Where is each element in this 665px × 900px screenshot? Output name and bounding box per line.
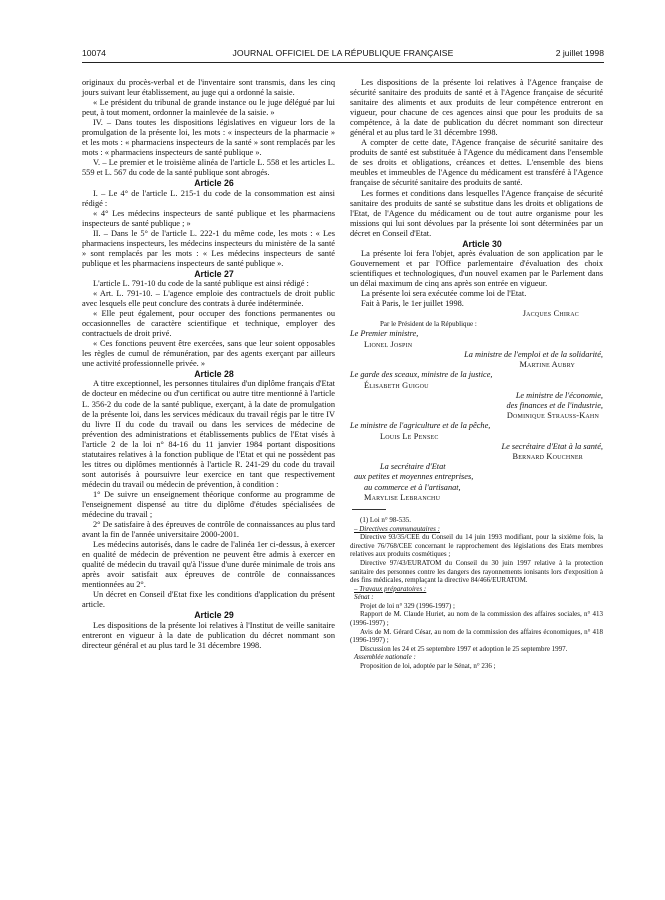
- paragraph: Fait à Paris, le 1er juillet 1998.: [361, 299, 464, 309]
- footnotes: [350, 509, 603, 671]
- paragraph: Les médecins autorisés, dans le cadre de l'alinéa 1er ci-dessus, à exercer en qualité de médecin de prévention ne peuvent être admis à exercer en qualité de médecin du travail qu'à l'issue d'une durée minimale de trois ans après avoir satisfait aux épreuves de contrôle de connaissances mentionnées au 2°.: [82, 540, 335, 590]
- paragraph: « Art. L. 791-10. – L'agence emploie des contractuels de droit public avec lesquels elle peut conclure des contrats à durée indéterminée.: [82, 288, 335, 309]
- left-column: [82, 78, 335, 651]
- signatory-title: Le secrétaire d'Etat à la santé,: [501, 441, 603, 451]
- header-rule: [82, 62, 604, 63]
- signatory-title: Le ministre de l'agriculture et de la pêche,: [350, 421, 491, 431]
- signatory-name: Bernard Kouchner: [512, 451, 583, 461]
- paragraph: 1° De suivre un enseignement théorique conforme au programme de l'enseignement dispensé au titre du diplôme d'études spécialisées de médecine du travail ;: [82, 489, 335, 520]
- paragraph: La présente loi sera exécutée comme loi de l'Etat.: [361, 288, 527, 298]
- footnote: Directive 97/43/EURATOM du Conseil du 30 juin 1997 relative à la protection sanitaire des personnes contre les dangers des rayonnements ionisants lors d'exposition à des fins médicales, remplaçant la directive 84/466/EURATOM.: [350, 558, 603, 585]
- paragraph: I. – Le 4° de l'article L. 215-1 du code de la consommation est ainsi rédigé :: [82, 188, 335, 208]
- signatory-title: La secrétaire d'Etat: [380, 462, 446, 472]
- footnote: Projet de loi n° 329 (1996-1997) ;: [360, 601, 455, 610]
- signature-preamble: Par le Président de la République :: [380, 320, 477, 329]
- paragraph: Un décret en Conseil d'Etat fixe les conditions d'application du présent article.: [82, 590, 335, 610]
- signatory-title: des finances et de l'industrie,: [506, 400, 603, 410]
- page-header: [82, 48, 604, 62]
- footnote-heading: – Directives communautaires :: [354, 524, 440, 533]
- signatory-title: Le ministre de l'économie,: [515, 390, 603, 400]
- page-number: 10074: [82, 48, 106, 58]
- footnote: (1) Loi n° 98-535.: [360, 515, 412, 524]
- paragraph: « 4° Les médecins inspecteurs de santé publique et les pharmaciens inspecteurs de santé publique ; »: [82, 208, 335, 228]
- paragraph: V. – Le premier et le troisième alinéa de l'article L. 558 et les articles L. 559 et L. 567 du code de la santé publique sont abrogés.: [82, 158, 335, 178]
- paragraph: Les dispositions de la présente loi relatives à l'Agence française de sécurité sanitaire des produits de santé et à l'Agence française de sécurité sanitaire des aliments et aux produits de leur compétence entreront en vigueur, pour chacune de ces agences ainsi que pour les produits de sa compétence, à la date de publication du décret nommant son directeur général et au plus tard le 31 décembre 1998.: [350, 78, 603, 138]
- signatory-title: La ministre de l'emploi et de la solidarité,: [464, 349, 603, 359]
- publication-date: 2 juillet 1998: [555, 48, 604, 58]
- article-heading: Article 30: [462, 238, 502, 249]
- signatory-title: Le garde des sceaux, ministre de la justice,: [350, 370, 493, 380]
- paragraph: « Le président du tribunal de grande instance ou le juge délégué par lui peut, à tout moment, ordonner la mainlevée de la saisie. »: [82, 98, 335, 118]
- article-heading: Article 29: [194, 610, 234, 621]
- article-heading: Article 27: [194, 268, 234, 279]
- paragraph: II. – Dans le 5° de l'article L. 222-1 du même code, les mots : « Les pharmaciens inspecteurs, les médecins inspecteurs du ministère de la santé » sont remplacés par les mots : « Les médecins inspecteurs de santé publique et les pharmaciens inspecteurs de santé publique ».: [82, 228, 335, 268]
- paragraph: 2° De satisfaire à des épreuves de contrôle de connaissances au plus tard avant la fin de l'année universitaire 2000-2001.: [82, 520, 335, 540]
- paragraph: L'article L. 791-10 du code de la santé publique est ainsi rédigé :: [93, 278, 309, 288]
- footnote: Rapport de M. Claude Huriet, au nom de la commission des affaires sociales, n° 413 (1996-1997) ;: [350, 610, 603, 628]
- signatory-name: Louis Le Pensec: [380, 431, 439, 441]
- paragraph: A titre exceptionnel, les personnes titulaires d'un diplôme français d'Etat de docteur en médecine ou d'un certificat ou autre titre mentionné à l'article L. 356-2 du code de la santé publique, exerçant, à la date de promulgation de la présente loi, dans les services médicaux du travail régis par le titre IV du livre II du code du travail ou dans les services de médecine de prévention des administrations et établissements publics de l'Etat visés à l'article 2 de la loi n° 84-16 du 11 janvier 1984 portant dispositions statutaires relatives à la fonction publique de l'Etat et qui ne possèdent pas les titres ou diplômes mentionnés à l'article R. 241-29 du code du travail sont autorisés à poursuivre leur exercice en tant que respectivement médecin du travail ou médecin de prévention, à condition :: [82, 379, 335, 489]
- paragraph: Les dispositions de la présente loi relatives à l'Institut de veille sanitaire entreront en vigueur à la date de publication du décret nommant son directeur général et au plus tard le 31 décembre 1998.: [82, 620, 335, 650]
- signatory-name: Dominique Strauss-Kahn: [506, 411, 599, 421]
- paragraph: A compter de cette date, l'Agence française de sécurité sanitaire des produits de santé est substituée à l'Agence du médicament dans l'ensemble de ses droits et obligations, créances et dettes. L'ensemble des biens meubles et immeubles de l'Agence du médicament est transféré à l'Agence française de sécurité sanitaire des produits de santé.: [350, 138, 603, 188]
- signatory-name: Élisabeth Guigou: [364, 380, 429, 390]
- paragraph: IV. – Dans toutes les dispositions législatives en vigueur lors de la promulgation de la présente loi, les mots : « inspecteurs de la pharmacie » et les mots : « pharmaciens inspecteurs de la santé » sont remplacés par les mots : « pharmaciens inspecteurs de santé publique ».: [82, 118, 335, 158]
- paragraph: Les formes et conditions dans lesquelles l'Agence française de sécurité sanitaire des produits de santé se substitue dans les droits et obligations de l'Etat, de l'Agence du médicament ou de tout autre organisme pour les missions qui lui sont dévolues par la présente loi sont déterminées par un décret en Conseil d'Etat.: [350, 188, 603, 238]
- paragraph: La présente loi fera l'objet, après évaluation de son application par le Gouvernement et par l'Office parlementaire d'évaluation des choix scientifiques et technologiques, d'un nouvel examen par le Parlement dans un délai maximum de cinq ans après son entrée en vigueur.: [350, 248, 603, 288]
- article-heading: Article 28: [194, 369, 234, 380]
- journal-title: JOURNAL OFFICIEL DE LA RÉPUBLIQUE FRANÇAISE: [232, 48, 454, 58]
- paragraph: « Elle peut également, pour occuper des fonctions permanentes ou occasionnelles de caractère scientifique et technique, employer des contractuels de droit privé.: [82, 309, 335, 339]
- paragraph: « Ces fonctions peuvent être exercées, sans que leur soient opposables les règles de cumul de rémunération, par des agents exerçant par ailleurs une activité professionnelle privée. »: [82, 339, 335, 369]
- president-name: Jacques Chirac: [522, 309, 579, 319]
- footnote: Proposition de loi, adoptée par le Sénat, n° 236 ;: [360, 662, 496, 671]
- signature-block: [350, 309, 603, 503]
- footnote-separator: [352, 509, 386, 510]
- footnote-heading: Sénat :: [354, 593, 374, 602]
- signatory-name: Martine Aubry: [519, 360, 575, 370]
- footnote: Directive 93/35/CEE du Conseil du 14 juin 1993 modifiant, pour la sixième fois, la directive 76/768/CEE concernant le rapprochement des législations des Etats membres relatives aux produits cosmétiques ;: [350, 533, 603, 559]
- signatory-title: au commerce et à l'artisanat,: [364, 482, 461, 492]
- footnote-heading: – Travaux préparatoires :: [354, 584, 427, 593]
- paragraph: originaux du procès-verbal et de l'inventaire sont transmis, dans les cinq jours suivant leur établissement, au juge qui a ordonné la saisie.: [82, 78, 335, 98]
- signatory-title: Le Premier ministre,: [350, 329, 419, 339]
- footnote: Avis de M. Gérard César, au nom de la commission des affaires économiques, n° 418 (1996-1997) ;: [350, 627, 603, 645]
- right-column: [350, 78, 603, 671]
- article-heading: Article 26: [194, 178, 234, 189]
- signatory-name: Lionel Jospin: [364, 339, 413, 349]
- footnote: Discussion les 24 et 25 septembre 1997 et adoption le 25 septembre 1997.: [360, 644, 568, 653]
- signatory-name: Marylise Lebranchu: [364, 492, 441, 502]
- signatory-title: aux petites et moyennes entreprises,: [354, 472, 474, 482]
- footnote-heading: Assemblée nationale :: [354, 653, 416, 662]
